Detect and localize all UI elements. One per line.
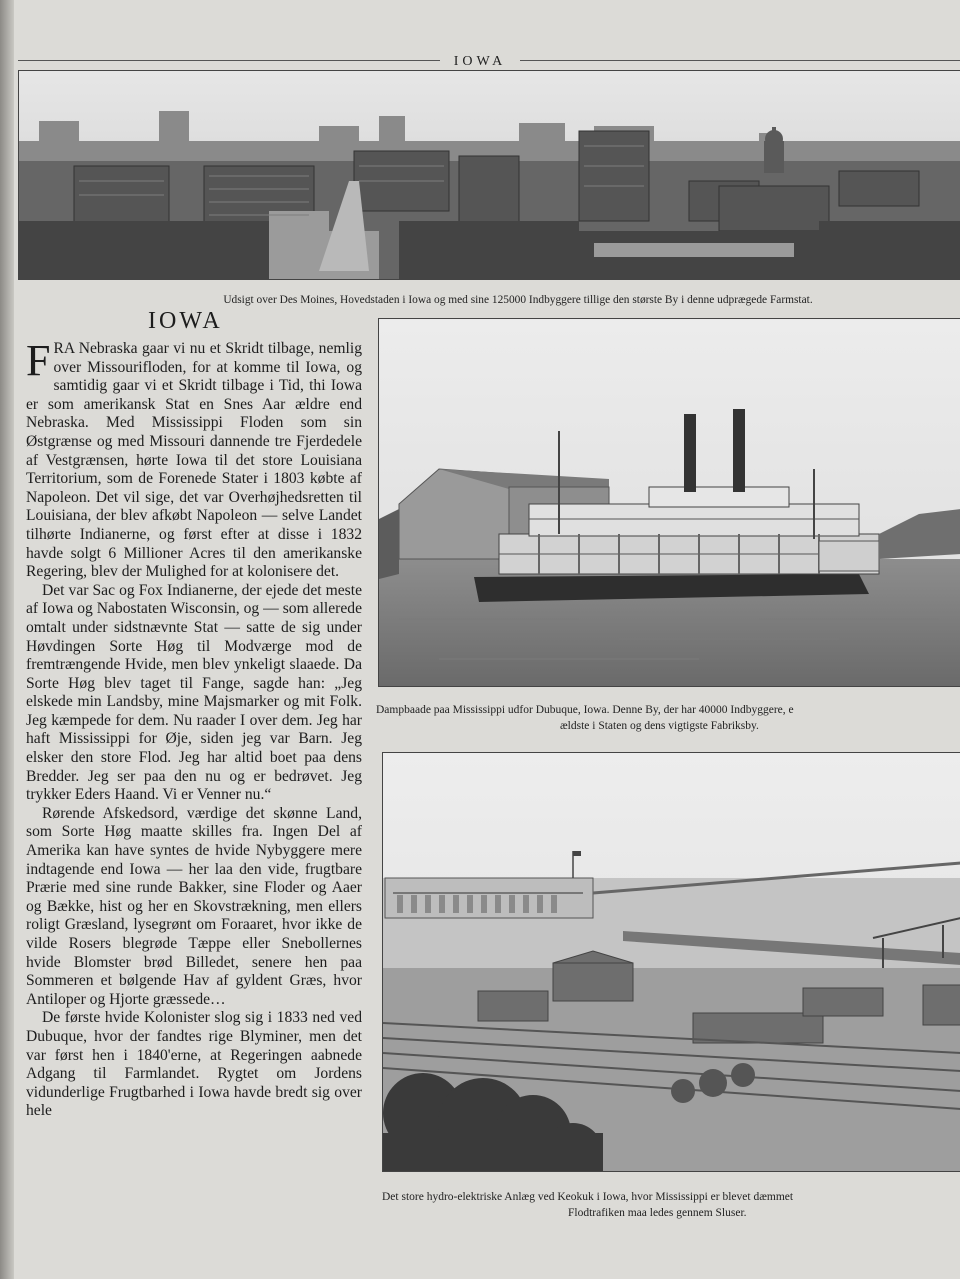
keokuk-hydroelectric-photo [382, 752, 960, 1172]
article-paragraph: De første hvide Kolonister slog sig i 1833 ned ved Dubuque, hvor der fandtes rige Blyminer, men det var først hen i 1840'erne, at Regeringen aabnede Adgang til Farmlandet. Rygtet om Jordens vidunderlige Frugtbarhed i Iowa havde bredt sig over hele [26, 1009, 362, 1120]
drop-cap: F [26, 336, 51, 385]
dubuque-steamboat-photo [378, 318, 960, 687]
paragraph-text: RA Nebraska gaar vi nu et Skridt tilbage, nemlig over Missourifloden, for at komme til Iowa, og samtidig gaar vi et Skridt tilbage i Tid, thi Iowa er som amerikansk Stat en Snes Aar ældre end Nebraska. Med Mississippi Floden som sin Østgrænse og med Missouri dannende tre Fjerdedele af Vestgrænsen, hørte Iowa til det store Louisiana Territorium, som de Forenede Stater i 1803 købte af Napoleon. Det vil sige, det var Overhøjhedsretten til Louisiana, der blev afkøbt Napoleon — selve Landet tilhørte Indianerne, og først efter at disse i 1832 havde solgt 6 Millioner Acres til den amerikanske Regering, blev der Mulighed for at kolonisere det. [26, 340, 362, 581]
article-paragraph: Det var Sac og Fox Indianerne, der ejede det meste af Iowa og Nabostaten Wisconsin, og — som allerede omtalt under sidstnævnte Stat — satte de sig under Høvdingen Sorte Høg til Modværge mod de fremtrængende Hvide, men blev ynkeligt slaaede. Da Sorte Høg blev taget til Fange, sagde han: „Jeg elskede min Landsby, mine Majsmarker og mit Folk. Jeg kæmpede for dem. Nu raader I over dem. Jeg har haft Mississippi for Øje, siden jeg var Barn. Jeg elsker den store Flod. Jeg har altid boet paa dens Bredder. Jeg ser paa den nu og er bedrøvet. Jeg trykker Eders Haand. Vi er Venner nu.“ [26, 581, 362, 804]
dubuque-caption-line2: ældste i Staten og dens vigtigste Fabriksby. [560, 720, 759, 732]
running-head [0, 50, 960, 70]
des-moines-caption: Udsigt over Des Moines, Hovedstaden i Iowa og med sine 125000 Indbyggere tillige den største By i denne udprægede Farmstat. [223, 294, 813, 306]
dubuque-caption-line1: Dampbaade paa Mississippi udfor Dubuque, Iowa. Denne By, der har 40000 Indbyggere, e [376, 704, 794, 716]
des-moines-panorama-photo [18, 70, 960, 280]
article-paragraph: Rørende Afskedsord, værdige det skønne Land, som Sorte Høg maatte skilles fra. Ingen Del af Amerika kan have syntes de hvide Nybyggere mere indtagende end Iowa — her laa den vide, frugtbare Prærie med sine runde Bakker, sine Floder og Aaer og Bække, hist og her en Skovstrækning, men ellers roligt Græsland, lysegrønt om Foraaret, hvor ikke de vilde Rosers blegrøde Tæppe eller Snebollernes hvide Blomster brød Billedet, senere hen paa Sommeren et bølgende Hav af gyldent Græs, hvor Antiloper og Hjorte græssede… [26, 804, 362, 1008]
keokuk-caption-line1: Det store hydro-elektriske Anlæg ved Keokuk i Iowa, hvor Mississippi er blevet dæmmet [382, 1191, 794, 1203]
article-paragraph [26, 336, 362, 582]
keokuk-caption-line2: Flodtrafiken maa ledes gennem Sluser. [568, 1207, 747, 1219]
running-head-text: IOWA [440, 54, 521, 69]
article-body [26, 336, 362, 1121]
article-title: IOWA [148, 308, 223, 334]
page-edge-shadow [0, 0, 14, 1279]
